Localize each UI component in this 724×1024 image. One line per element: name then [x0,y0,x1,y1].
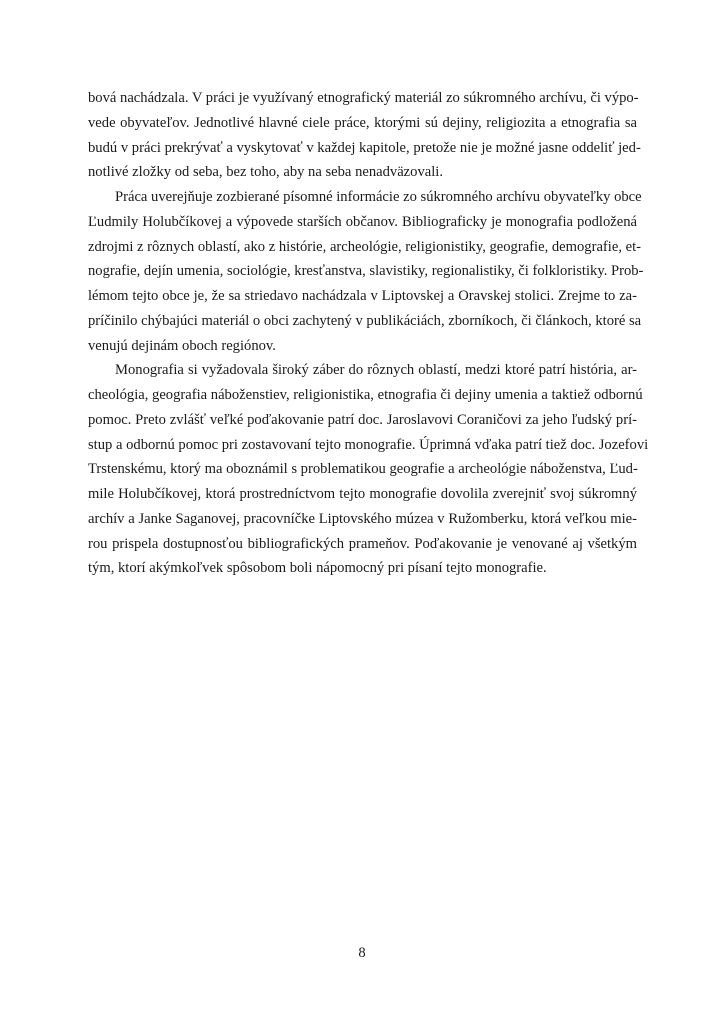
text-line: venujú dejinám oboch regiónov. [88,337,276,354]
text-line: tým, ktorí akýmkoľvek spôsobom boli nápomocný pri písaní tejto monografie. [88,560,547,577]
text-line: zdrojmi z rôznych oblastí, ako z histórie, archeológie, religionistiky, geografie, demografie, et- [88,238,642,255]
text-line: mile Holubčíkovej, ktorá prostredníctvom tejto monografie dovolila zverejniť svoj súkromný [88,486,637,502]
text-line: príčinilo chýbajúci materiál o obci zachytený v publikáciách, zborníkoch, či článkoch, ktoré sa [88,312,642,329]
paragraph-3 [88,358,649,581]
body-text [88,86,649,581]
text-line: bová nachádzala. V práci je využívaný etnografický materiál zo súkromného archívu, či výpo- [88,90,639,106]
text-line: Monografia si vyžadovala široký záber do rôznych oblastí, medzi ktoré patrí história, ar- [115,362,637,379]
text-line: notlivé zložky od seba, bez toho, aby na seba nenadväzovali. [88,164,443,181]
page-number: 8 [358,945,366,961]
paragraph-1 [88,86,641,185]
text-line: vede obyvateľov. Jednotlivé hlavné ciele práce, ktorými sú dejiny, religiozita a etnografia sa [88,114,637,131]
text-line: Trstenskému, ktorý ma oboznámil s problematikou geografie a archeológie náboženstva, Ľud- [88,461,638,478]
text-line: archív a Janke Saganovej, pracovníčke Liptovského múzea v Ružomberku, ktorá veľkou mie- [88,510,637,527]
text-line: budú v práci prekrývať a vyskytovať v každej kapitole, pretože nie je možné jasne oddeliť jed- [88,139,641,156]
text-line: rou prispela dostupnosťou bibliografických prameňov. Poďakovanie je venované aj všetkým [88,535,637,552]
text-line: Práca uverejňuje zozbierané písomné informácie zo súkromného archívu obyvateľky obce [115,189,642,205]
paragraph-2 [88,185,644,358]
text-line: nografie, dejín umenia, sociológie, kresťanstva, slavistiky, regionalistiky, či folkloristiky. Prob- [88,263,644,280]
text-line: pomoc. Preto zvlášť veľké poďakovanie patrí doc. Jaroslavovi Coraničovi za jeho ľudský prí- [88,411,637,428]
text-line: lémom tejto obce je, že sa striedavo nachádzala v Liptovskej a Oravskej stolici. Zrejme to za- [88,288,637,304]
text-line: stup a odbornú pomoc pri zostavovaní tejto monografie. Úprimná vďaka patrí tiež doc. Jozefovi [88,436,649,453]
text-line: Ľudmily Holubčíkovej a výpovede starších občanov. Bibliograficky je monografia podložená [88,213,637,230]
text-line: cheológia, geografia náboženstiev, religionistika, etnografia či dejiny umenia a taktiež odbornú [88,387,643,403]
